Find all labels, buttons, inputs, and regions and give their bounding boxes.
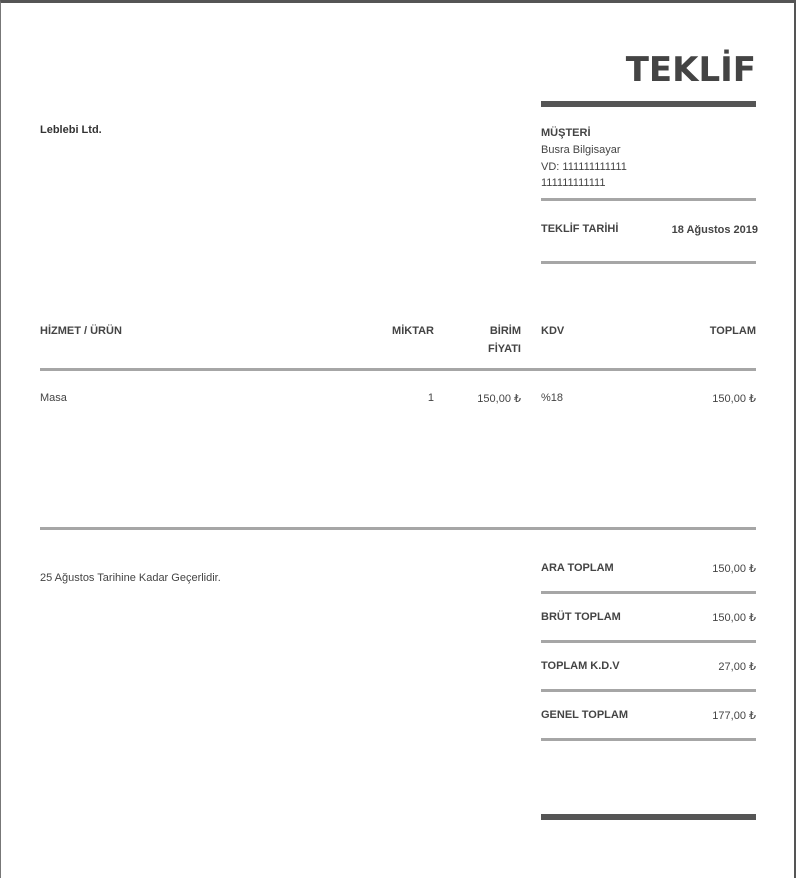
gross-label: BRÜT TOPLAM: [541, 611, 621, 623]
table-header-divider: [40, 368, 756, 371]
customer-name: Busra Bilgisayar: [541, 144, 621, 156]
company-name: Leblebi Ltd.: [40, 124, 102, 136]
header-unit-price-line2: FİYATI: [487, 343, 521, 355]
subtotal-value: 150,00 ₺: [712, 563, 756, 575]
grand-total-value: 177,00 ₺: [712, 710, 756, 722]
vat-total-divider: [541, 689, 756, 692]
grand-total-label: GENEL TOPLAM: [541, 709, 628, 721]
subtotal-divider: [541, 591, 756, 594]
validity-note: 25 Ağustos Tarihine Kadar Geçerlidir.: [40, 572, 221, 584]
row-vat: %18: [541, 392, 564, 404]
vat-total-value: 27,00 ₺: [718, 661, 756, 673]
title-underline: [541, 101, 756, 107]
row-qty: 1: [427, 392, 434, 404]
offer-date-value: 18 Ağustos 2019: [671, 224, 758, 236]
customer-heading: MÜŞTERİ: [541, 127, 591, 139]
header-total: TOPLAM: [709, 325, 756, 337]
customer-divider: [541, 198, 756, 201]
grand-total-divider: [541, 738, 756, 741]
row-item: Masa: [40, 392, 67, 404]
table-bottom-divider: [40, 527, 756, 530]
subtotal-label: ARA TOPLAM: [541, 562, 614, 574]
gross-value: 150,00 ₺: [712, 612, 756, 624]
header-vat: KDV: [541, 325, 565, 337]
document-title: TEKLİF: [625, 50, 756, 90]
offer-date-label: TEKLİF TARİHİ: [541, 223, 619, 235]
customer-number: 111111111111: [541, 177, 606, 189]
header-unit-price-line1: BİRİM: [489, 325, 521, 337]
row-total: 150,00 ₺: [712, 393, 756, 405]
customer-tax-id: VD: 111111111111: [541, 161, 627, 173]
gross-divider: [541, 640, 756, 643]
header-item: HİZMET / ÜRÜN: [40, 325, 122, 337]
header-qty: MİKTAR: [392, 325, 434, 337]
vat-total-label: TOPLAM K.D.V: [541, 660, 620, 672]
footer-bar: [541, 814, 756, 820]
row-unit-price: 150,00 ₺: [477, 393, 521, 405]
offer-date-divider: [541, 261, 756, 264]
